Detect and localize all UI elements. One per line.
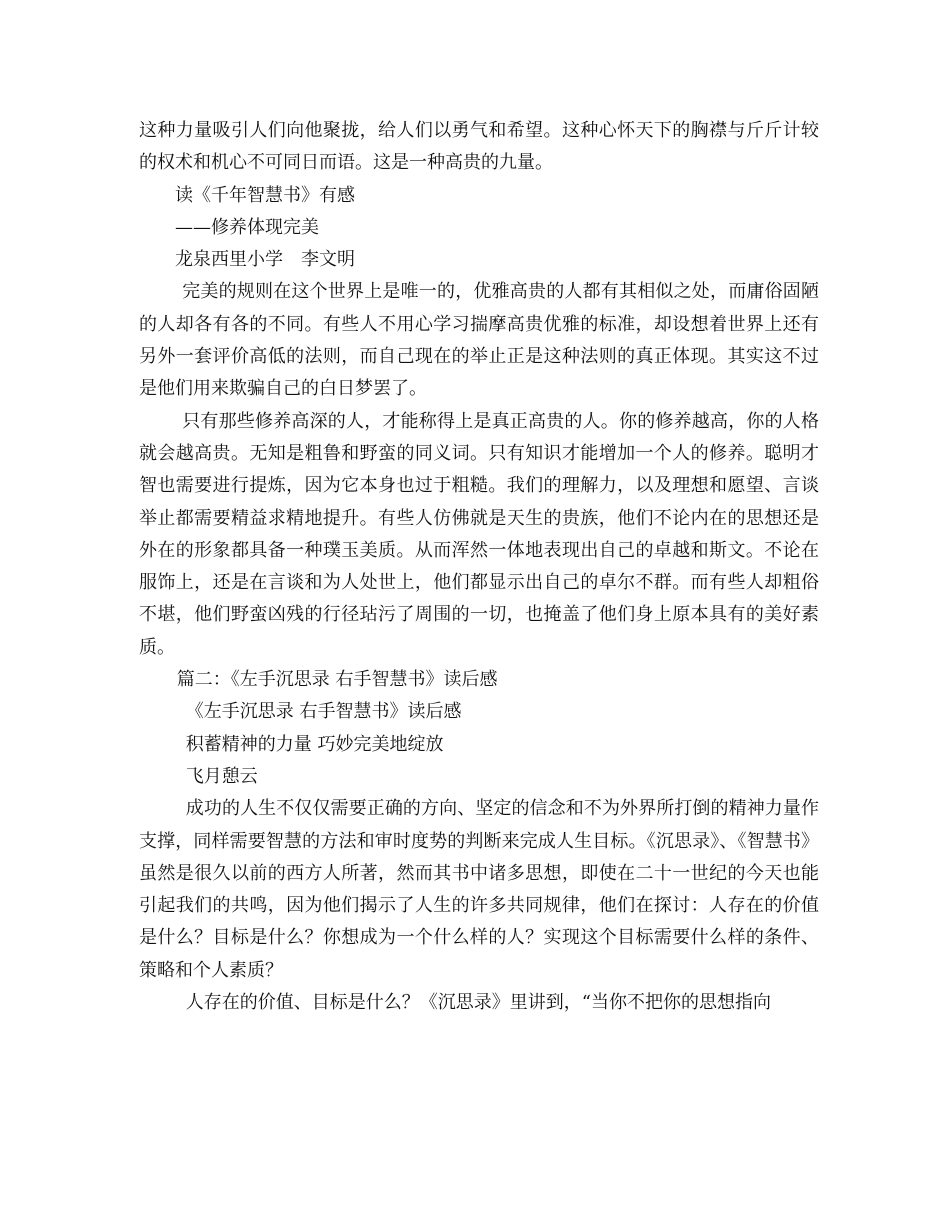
article-author-two: 飞月憩云	[185, 765, 258, 787]
paragraph-perfect-rules: 完美的规则在这个世界上是唯一的，优雅高贵的人都有其相似之处，而庸俗固陋的人却各有各的不同。有些人不用心学习揣摩高贵优雅的标准，却设想着世界上还有另外一套评价高低的法则，而自己现在的举止正是这种法则的真正体现。其实这不过是他们用来欺骗自己的白日梦罢了。	[139, 281, 819, 400]
section-heading-part-two: 篇二：《左手沉思录 右手智慧书》读后感	[176, 669, 498, 691]
paragraph-value-of-existence: 人存在的价值、目标是什么？《沉思录》里讲到，“当你不把你的思想指向	[185, 992, 771, 1014]
paragraph-cultivation: 只有那些修养高深的人，才能称得上是真正高贵的人。你的修养越高，你的人格就会越高贵。无知是粗鲁和野蛮的同义词。只有知识才能增加一个人的修养。聪明才智也需要进行提炼，因为它本身也过于粗糙。我们的理解力，以及理想和愿望、言谈举止都需要精益求精地提升。有些人仿佛就是天生的贵族，他们不论内在的思想还是外在的形象都具备一种璞玉美质。从而浑然一体地表现出自己的卓越和斯文。不论在服饰上，还是在言谈和为人处世上，他们都显示出自己的卓尔不群。而有些人却粗俗不堪，他们野蛮凶残的行径玷污了周围的一切，也掩盖了他们身上原本具有的美好素质。	[139, 410, 819, 658]
article-title-two: 《左手沉思录 右手智慧书》读后感	[185, 701, 462, 723]
paragraph-continuation: 这种力量吸引人们向他聚拢，给人们以勇气和希望。这种心怀天下的胸襟与斤斤计较的权术和机心不可同日而语。这是一种高贵的九量。	[139, 120, 819, 174]
paragraph-successful-life: 成功的人生不仅仅需要正确的方向、坚定的信念和不为外界所打倒的精神力量作支撑，同样需要智慧的方法和审时度势的判断来完成人生目标。《沉思录》、《智慧书》虽然是很久以前的西方人所著，然而其书中诸多思想，即使在二十一世纪的今天也能引起我们的共鸣，因为他们揭示了人生的许多共同规律，他们在探讨：人存在的价值是什么？目标是什么？你想成为一个什么样的人？实现这个目标需要什么样的条件、策略和个人素质？	[139, 798, 819, 981]
article-author: 龙泉西里小学 李文明	[175, 249, 355, 271]
article-title: 读《千年智慧书》有感	[175, 184, 355, 206]
article-subtitle-two: 积蓄精神的力量 巧妙完美地绽放	[185, 733, 444, 755]
document-body	[139, 115, 819, 1019]
article-subtitle: ——修养体现完美	[175, 216, 319, 238]
